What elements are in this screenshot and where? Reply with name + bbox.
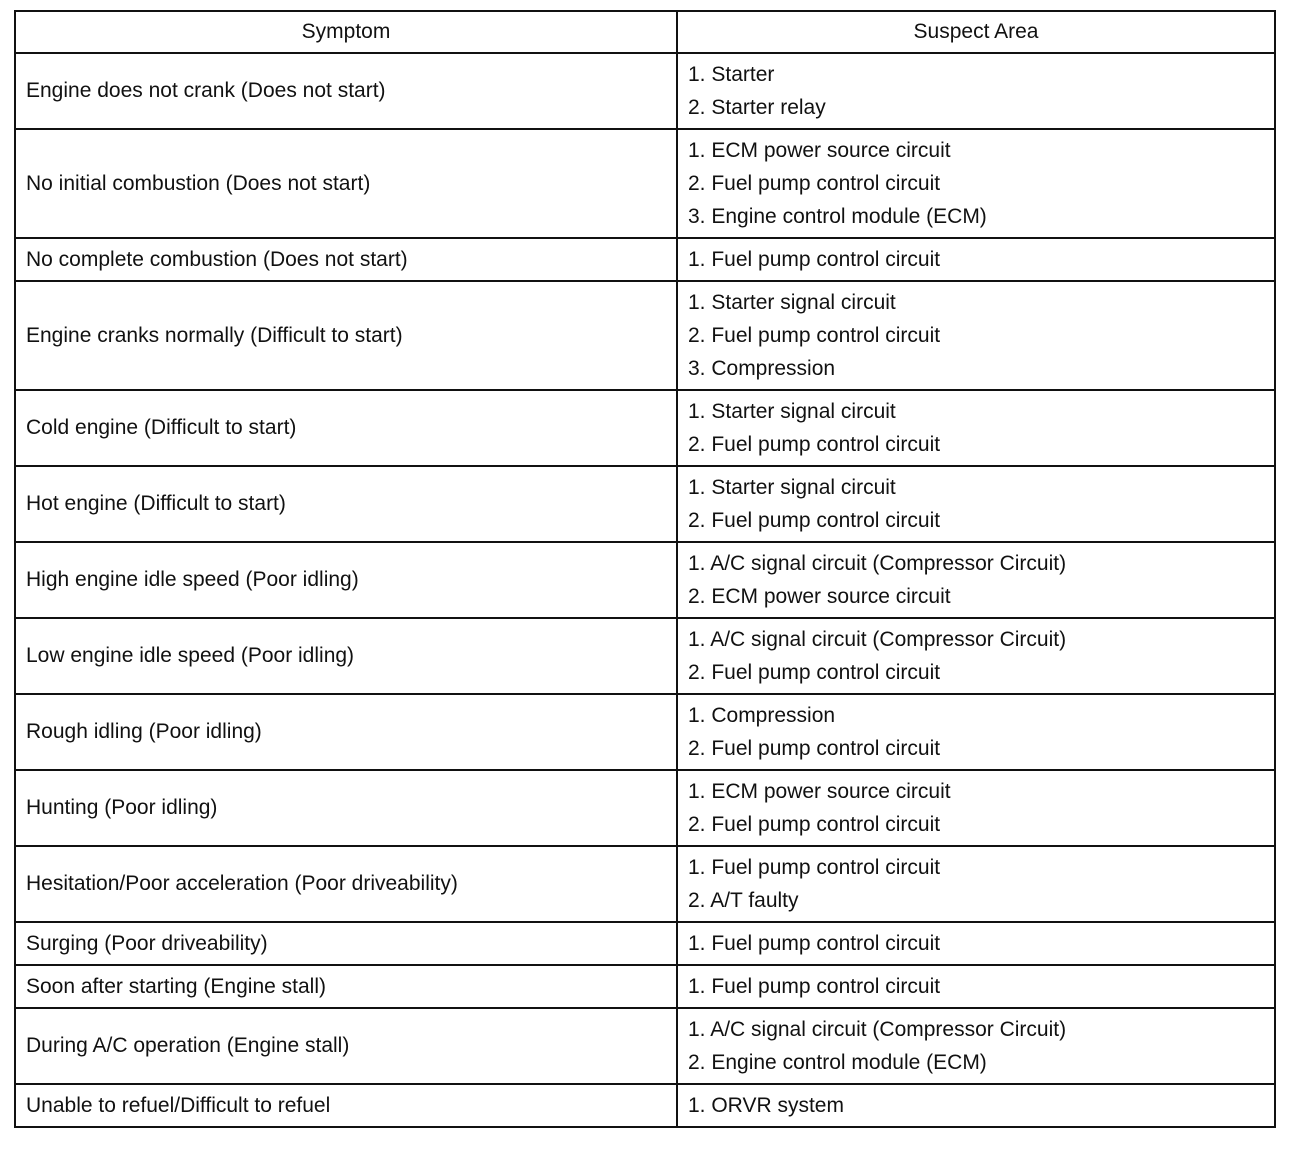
suspect-area-item: 2. Fuel pump control circuit — [688, 433, 941, 456]
symptom-cell: No complete combustion (Does not start) — [15, 238, 677, 281]
table-row — [15, 53, 1275, 129]
symptom-cell: Low engine idle speed (Poor idling) — [15, 618, 677, 694]
table-row — [15, 965, 1275, 1008]
suspect-area-cell — [677, 281, 1275, 390]
suspect-area-item: 1. Fuel pump control circuit — [688, 975, 941, 998]
symptom-cell: Hunting (Poor idling) — [15, 770, 677, 846]
suspect-area-item: 1. Starter signal circuit — [688, 400, 896, 423]
suspect-area-cell — [677, 129, 1275, 238]
suspect-area-item: 2. ECM power source circuit — [688, 585, 951, 608]
suspect-area-item: 3. Compression — [688, 357, 836, 380]
symptom-cell: Hot engine (Difficult to start) — [15, 466, 677, 542]
suspect-area-cell — [677, 53, 1275, 129]
suspect-area-item: 1. Compression — [688, 704, 836, 727]
symptom-cell: Unable to refuel/Difficult to refuel — [15, 1084, 677, 1127]
symptom-cell: Soon after starting (Engine stall) — [15, 965, 677, 1008]
suspect-area-item: 1. ECM power source circuit — [688, 139, 951, 162]
suspect-area-cell — [677, 770, 1275, 846]
table-row — [15, 1008, 1275, 1084]
symptom-cell: Rough idling (Poor idling) — [15, 694, 677, 770]
table-row — [15, 129, 1275, 238]
suspect-area-item: 2. Fuel pump control circuit — [688, 509, 941, 532]
symptom-cell: Engine does not crank (Does not start) — [15, 53, 677, 129]
suspect-area-item: 1. ORVR system — [688, 1094, 844, 1117]
table-row — [15, 618, 1275, 694]
suspect-area-item: 2. Starter relay — [688, 96, 826, 119]
suspect-area-cell — [677, 1008, 1275, 1084]
suspect-area-cell — [677, 542, 1275, 618]
suspect-area-item: 2. Fuel pump control circuit — [688, 172, 941, 195]
table-row — [15, 770, 1275, 846]
suspect-area-item: 1. Starter signal circuit — [688, 291, 896, 314]
suspect-area-cell — [677, 466, 1275, 542]
suspect-area-cell — [677, 1084, 1275, 1127]
suspect-area-item: 2. Fuel pump control circuit — [688, 813, 941, 836]
symptom-cell: Hesitation/Poor acceleration (Poor driveability) — [15, 846, 677, 922]
table-row — [15, 1084, 1275, 1127]
table-row — [15, 281, 1275, 390]
symptom-cell: High engine idle speed (Poor idling) — [15, 542, 677, 618]
symptom-table — [14, 10, 1276, 1128]
table-row — [15, 238, 1275, 281]
symptom-cell: No initial combustion (Does not start) — [15, 129, 677, 238]
symptom-cell: During A/C operation (Engine stall) — [15, 1008, 677, 1084]
suspect-area-item: 1. Fuel pump control circuit — [688, 932, 941, 955]
suspect-area-item: 1. ECM power source circuit — [688, 780, 951, 803]
suspect-area-item: 2. Fuel pump control circuit — [688, 737, 941, 760]
table-row — [15, 466, 1275, 542]
suspect-area-item: 1. A/C signal circuit (Compressor Circuit) — [688, 552, 1067, 575]
suspect-area-item: 1. Starter signal circuit — [688, 476, 896, 499]
suspect-area-item: 1. Starter — [688, 63, 775, 86]
suspect-area-item: 2. Engine control module (ECM) — [688, 1051, 987, 1074]
suspect-area-item: 3. Engine control module (ECM) — [688, 205, 987, 228]
suspect-area-cell — [677, 922, 1275, 965]
table-row — [15, 542, 1275, 618]
suspect-area-cell — [677, 694, 1275, 770]
suspect-area-cell — [677, 390, 1275, 466]
symptom-cell: Engine cranks normally (Difficult to start) — [15, 281, 677, 390]
table-row — [15, 390, 1275, 466]
header-row — [15, 11, 1275, 53]
suspect-area-cell — [677, 846, 1275, 922]
table-body — [15, 53, 1275, 1127]
header-symptom: Symptom — [15, 11, 677, 53]
suspect-area-cell — [677, 618, 1275, 694]
table-row — [15, 922, 1275, 965]
suspect-area-item: 2. Fuel pump control circuit — [688, 661, 941, 684]
symptom-cell: Surging (Poor driveability) — [15, 922, 677, 965]
table-row — [15, 846, 1275, 922]
symptom-table-container — [14, 10, 1274, 1128]
suspect-area-item: 1. A/C signal circuit (Compressor Circuit) — [688, 1018, 1067, 1041]
suspect-area-item: 1. Fuel pump control circuit — [688, 248, 941, 271]
symptom-cell: Cold engine (Difficult to start) — [15, 390, 677, 466]
header-suspect-area: Suspect Area — [677, 11, 1275, 53]
suspect-area-item: 1. Fuel pump control circuit — [688, 856, 941, 879]
suspect-area-cell — [677, 238, 1275, 281]
suspect-area-item: 2. A/T faulty — [688, 889, 799, 912]
suspect-area-cell — [677, 965, 1275, 1008]
table-row — [15, 694, 1275, 770]
suspect-area-item: 1. A/C signal circuit (Compressor Circuit) — [688, 628, 1067, 651]
suspect-area-item: 2. Fuel pump control circuit — [688, 324, 941, 347]
